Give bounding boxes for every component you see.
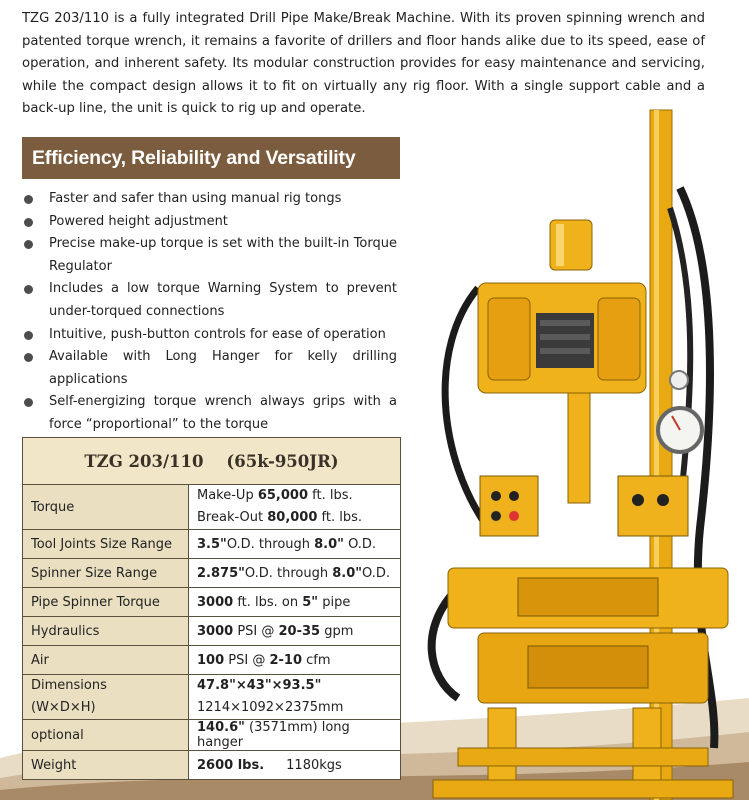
row-value: 2600 lbs. 1180kgs: [189, 751, 401, 780]
row-label: Hydraulics: [23, 617, 189, 646]
list-item: Includes a low torque Warning System to prevent under-torqued connections: [22, 278, 397, 323]
row-value: Make-Up 65,000 ft. lbs. Break-Out 80,000 ft. lbs.: [189, 485, 401, 530]
bullet-icon: [24, 331, 33, 340]
list-item: Precise make-up torque is set with the built-in Torque Regulator: [22, 233, 397, 278]
bullet-icon: [24, 195, 33, 204]
row-value: 2.875"O.D. through 8.0"O.D.: [189, 559, 401, 588]
table-row: [23, 720, 401, 751]
list-item: Self-energizing torque wrench always grips with a force “proportional” to the torque: [22, 391, 397, 436]
table-row: [23, 617, 401, 646]
machine-photo: [418, 108, 748, 800]
list-item: Powered height adjustment: [22, 211, 397, 234]
spec-title: TZG 203/110 (65k-950JR): [23, 438, 401, 485]
spec-table: [22, 437, 401, 780]
section-banner: Efficiency, Reliability and Versatility: [22, 137, 400, 179]
row-label: Tool Joints Size Range: [23, 530, 189, 559]
bullet-icon: [24, 285, 33, 294]
table-row: [23, 485, 401, 530]
row-value: 47.8"×43"×93.5" 1214×1092×2375mm: [189, 675, 401, 720]
row-label: optional: [23, 720, 189, 751]
row-value: 3000 PSI @ 20-35 gpm: [189, 617, 401, 646]
list-item: Faster and safer than using manual rig tongs: [22, 188, 397, 211]
table-row: [23, 530, 401, 559]
row-label: Air: [23, 646, 189, 675]
table-row: [23, 559, 401, 588]
bullet-icon: [24, 218, 33, 227]
feature-list: [22, 188, 397, 437]
table-header-row: [23, 438, 401, 485]
row-label: Weight: [23, 751, 189, 780]
bullet-icon: [24, 240, 33, 249]
table-row: [23, 646, 401, 675]
row-label: Pipe Spinner Torque: [23, 588, 189, 617]
list-item: Intuitive, push-button controls for ease of operation: [22, 324, 397, 347]
table-row: [23, 588, 401, 617]
row-value: 140.6" (3571mm) long hanger: [189, 720, 401, 751]
intro-paragraph: TZG 203/110 is a fully integrated Drill Pipe Make/Break Machine. With its proven spinning wrench and patented torque wrench, it remains a favorite of drillers and floor hands alike due to its speed, ease of operation, and inherent safety. Its modular construction provides for easy maintenance and servicing, while the compact design allows it to fit on virtually any rig floor. With a single support cable and a back-up line, the unit is quick to rig up and operate.: [22, 11, 705, 117]
table-row: [23, 675, 401, 720]
row-label: Dimensions (W×D×H): [23, 675, 189, 720]
bullet-icon: [24, 398, 33, 407]
row-value: 100 PSI @ 2-10 cfm: [189, 646, 401, 675]
bullet-icon: [24, 353, 33, 362]
list-item: Available with Long Hanger for kelly drilling applications: [22, 346, 397, 391]
row-value: 3.5"O.D. through 8.0" O.D.: [189, 530, 401, 559]
row-label: Torque: [23, 485, 189, 530]
row-label: Spinner Size Range: [23, 559, 189, 588]
table-row: [23, 751, 401, 780]
row-value: 3000 ft. lbs. on 5" pipe: [189, 588, 401, 617]
